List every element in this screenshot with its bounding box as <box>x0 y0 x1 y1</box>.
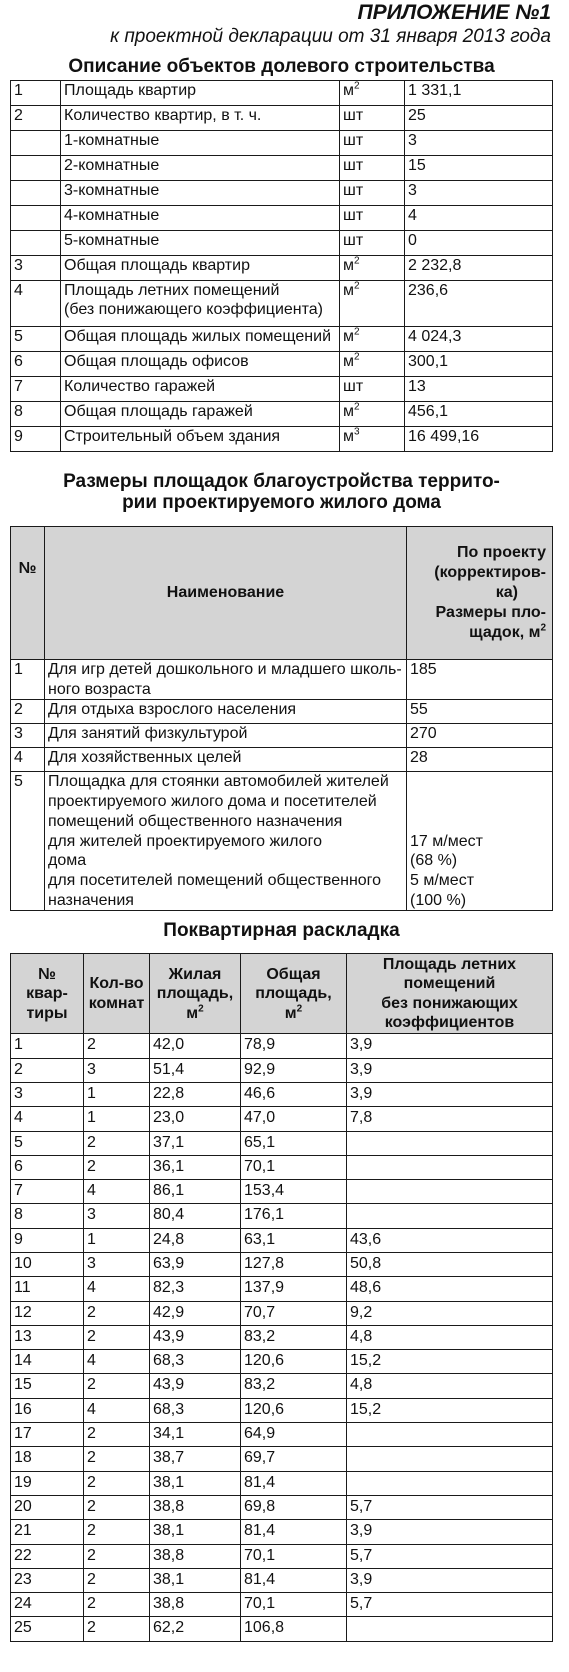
apartment-living-area: 38,8 <box>150 1495 241 1519</box>
apartment-row <box>11 1277 553 1301</box>
objects-unit-text: м <box>343 328 354 345</box>
objects-num: 2 <box>11 106 61 131</box>
apartment-total-area: 176,1 <box>241 1204 347 1228</box>
apartment-summer-area: 15,2 <box>347 1350 553 1374</box>
objects-unit <box>340 81 405 106</box>
apartment-living-area: 68,3 <box>150 1398 241 1422</box>
objects-value: 3 <box>405 181 553 206</box>
apartment-total-area: 81,4 <box>241 1471 347 1495</box>
apartment-summer-area: 50,8 <box>347 1253 553 1277</box>
apartment-rooms: 2 <box>84 1374 150 1398</box>
apartment-row <box>11 1423 553 1447</box>
appendix-title: ПРИЛОЖЕНИЕ №1 <box>357 1 551 24</box>
objects-name: 5-комнатные <box>61 231 340 256</box>
declaration-subtitle: к проектной декларации от 31 января 2013 года <box>110 26 551 47</box>
objects-unit-sup: 2 <box>354 80 360 92</box>
objects-name: Площадь квартир <box>61 81 340 106</box>
objects-row <box>11 377 553 402</box>
apartment-row <box>11 1082 553 1106</box>
apartment-summer-area: 7,8 <box>347 1107 553 1131</box>
apartment-living-area: 24,8 <box>150 1228 241 1252</box>
apartment-living-area: 80,4 <box>150 1204 241 1228</box>
apartment-rooms: 2 <box>84 1423 150 1447</box>
objects-name: 3-комнатные <box>61 181 340 206</box>
apartment-apt-num: 23 <box>11 1568 84 1592</box>
apartment-apt-num: 21 <box>11 1520 84 1544</box>
apartment-living-area: 42,9 <box>150 1301 241 1325</box>
apartment-living-area: 51,4 <box>150 1058 241 1082</box>
objects-row <box>11 256 553 281</box>
apartment-rooms: 2 <box>84 1617 150 1641</box>
objects-num: 8 <box>11 402 61 427</box>
objects-num <box>11 181 61 206</box>
sites-value: 55 <box>407 700 553 724</box>
objects-unit-text: шт <box>343 378 364 395</box>
apartment-living-area: 38,1 <box>150 1520 241 1544</box>
objects-num: 9 <box>11 427 61 452</box>
apartment-total-area: 63,1 <box>241 1228 347 1252</box>
objects-name: Строительный объем здания <box>61 427 340 452</box>
apartment-living-area: 23,0 <box>150 1107 241 1131</box>
objects-value: 4 <box>405 206 553 231</box>
apartment-apt-num: 19 <box>11 1471 84 1495</box>
sites-num: 5 <box>11 772 45 911</box>
apartment-summer-area: 5,7 <box>347 1593 553 1617</box>
apartment-total-area: 46,6 <box>241 1082 347 1106</box>
apartment-total-area: 153,4 <box>241 1180 347 1204</box>
apartment-rooms: 2 <box>84 1301 150 1325</box>
objects-unit-text: шт <box>343 182 364 199</box>
apartment-rooms: 4 <box>84 1277 150 1301</box>
sites-num: 1 <box>11 660 45 700</box>
apartment-apt-num: 16 <box>11 1398 84 1422</box>
apartment-apt-num: 2 <box>11 1058 84 1082</box>
sites-name: Для занятий физкультурой <box>45 724 407 748</box>
apartments-header-apt: № квар- тиры <box>11 954 84 1034</box>
apartment-rooms: 2 <box>84 1034 150 1058</box>
apartment-row <box>11 1228 553 1252</box>
sites-header-row <box>11 527 553 660</box>
apartments-table <box>10 953 553 1641</box>
apartment-total-area: 137,9 <box>241 1277 347 1301</box>
apartment-summer-area <box>347 1180 553 1204</box>
apartment-living-area: 38,8 <box>150 1593 241 1617</box>
apartment-apt-num: 3 <box>11 1082 84 1106</box>
apartment-rooms: 2 <box>84 1520 150 1544</box>
objects-unit-text: шт <box>343 232 364 249</box>
objects-unit <box>340 231 405 256</box>
apartment-summer-area <box>347 1131 553 1155</box>
apartment-row <box>11 1495 553 1519</box>
apartment-apt-num: 14 <box>11 1350 84 1374</box>
objects-row <box>11 206 553 231</box>
objects-value: 13 <box>405 377 553 402</box>
apartment-row <box>11 1155 553 1179</box>
objects-num <box>11 206 61 231</box>
apartment-rooms: 2 <box>84 1544 150 1568</box>
objects-value: 300,1 <box>405 352 553 377</box>
apartment-apt-num: 17 <box>11 1423 84 1447</box>
apartment-summer-area <box>347 1617 553 1641</box>
objects-row <box>11 131 553 156</box>
apartment-living-area: 82,3 <box>150 1277 241 1301</box>
apartment-rooms: 1 <box>84 1082 150 1106</box>
objects-name: Количество гаражей <box>61 377 340 402</box>
apartment-total-area: 65,1 <box>241 1131 347 1155</box>
apartments-header-rooms: Кол-во комнат <box>84 954 150 1034</box>
apartment-living-area: 38,1 <box>150 1568 241 1592</box>
sites-row <box>11 660 553 700</box>
apartment-living-area: 86,1 <box>150 1180 241 1204</box>
apartment-rooms: 3 <box>84 1253 150 1277</box>
objects-row <box>11 106 553 131</box>
apartment-row <box>11 1350 553 1374</box>
sites-header-project-l3: ка) <box>495 584 518 601</box>
objects-unit-text: м <box>343 282 354 299</box>
apartment-total-area: 70,1 <box>241 1544 347 1568</box>
apartment-living-area: 36,1 <box>150 1155 241 1179</box>
objects-num <box>11 156 61 181</box>
apartment-apt-num: 15 <box>11 1374 84 1398</box>
objects-unit-sup: 2 <box>354 326 360 338</box>
apartment-row <box>11 1204 553 1228</box>
sites-value: 270 <box>407 724 553 748</box>
apartment-rooms: 2 <box>84 1325 150 1349</box>
apartment-row <box>11 1544 553 1568</box>
apartment-row <box>11 1180 553 1204</box>
apartment-total-area: 92,9 <box>241 1058 347 1082</box>
apartment-summer-area: 9,2 <box>347 1301 553 1325</box>
apartment-summer-area: 15,2 <box>347 1398 553 1422</box>
objects-value: 4 024,3 <box>405 327 553 352</box>
apartment-rooms: 3 <box>84 1204 150 1228</box>
sites-header-project-l1: По проекту <box>457 544 546 561</box>
apartment-total-area: 78,9 <box>241 1034 347 1058</box>
objects-value: 456,1 <box>405 402 553 427</box>
apartment-summer-area <box>347 1471 553 1495</box>
objects-row <box>11 81 553 106</box>
apartment-summer-area <box>347 1155 553 1179</box>
apartment-summer-area: 3,9 <box>347 1520 553 1544</box>
sites-value: 185 <box>407 660 553 700</box>
apartment-rooms: 4 <box>84 1180 150 1204</box>
sites-value: 28 <box>407 748 553 772</box>
objects-unit-text: м <box>343 428 354 445</box>
apartment-living-area: 38,1 <box>150 1471 241 1495</box>
objects-num <box>11 131 61 156</box>
apartment-total-area: 69,8 <box>241 1495 347 1519</box>
apartment-summer-area: 3,9 <box>347 1058 553 1082</box>
sites-row <box>11 724 553 748</box>
objects-name: Общая площадь жилых помещений <box>61 327 340 352</box>
objects-unit <box>340 427 405 452</box>
apartment-summer-area <box>347 1423 553 1447</box>
objects-name: Общая площадь гаражей <box>61 402 340 427</box>
apartment-apt-num: 18 <box>11 1447 84 1471</box>
apartment-row <box>11 1568 553 1592</box>
objects-unit-sup: 3 <box>354 426 360 438</box>
apartment-living-area: 37,1 <box>150 1131 241 1155</box>
apartment-summer-area: 3,9 <box>347 1082 553 1106</box>
apartment-rooms: 4 <box>84 1350 150 1374</box>
objects-row <box>11 352 553 377</box>
objects-num: 3 <box>11 256 61 281</box>
apartment-total-area: 81,4 <box>241 1520 347 1544</box>
apartment-total-area: 64,9 <box>241 1423 347 1447</box>
apartments-header-row <box>11 954 553 1034</box>
sites-name: Для хозяйственных целей <box>45 748 407 772</box>
apartment-summer-area: 48,6 <box>347 1277 553 1301</box>
objects-num: 6 <box>11 352 61 377</box>
section1-title: Описание объектов долевого строительства <box>68 56 495 77</box>
objects-num: 4 <box>11 281 61 327</box>
apartment-apt-num: 8 <box>11 1204 84 1228</box>
section3-title: Поквартирная раскладка <box>163 920 400 942</box>
apartments-header-living: Жилая площадь, $м^2$ <box>150 954 241 1034</box>
apartment-living-area: 42,0 <box>150 1034 241 1058</box>
objects-value: 2 232,8 <box>405 256 553 281</box>
objects-unit <box>340 402 405 427</box>
apartment-apt-num: 1 <box>11 1034 84 1058</box>
apartment-total-area: 47,0 <box>241 1107 347 1131</box>
objects-num: 5 <box>11 327 61 352</box>
sites-row <box>11 772 553 911</box>
objects-name: Площадь летних помещений (без понижающего коэффициента) <box>61 281 340 327</box>
objects-name: Общая площадь квартир <box>61 256 340 281</box>
apartment-apt-num: 4 <box>11 1107 84 1131</box>
objects-value: 0 <box>405 231 553 256</box>
apartment-row <box>11 1058 553 1082</box>
apartment-apt-num: 24 <box>11 1593 84 1617</box>
apartment-total-area: 69,7 <box>241 1447 347 1471</box>
apartment-living-area: 43,9 <box>150 1325 241 1349</box>
objects-unit-text: шт <box>343 107 364 124</box>
apartment-row <box>11 1447 553 1471</box>
objects-name: 4-комнатные <box>61 206 340 231</box>
objects-unit-text: м <box>343 353 354 370</box>
objects-unit-text: м <box>343 257 354 274</box>
objects-unit-text: м <box>343 82 354 99</box>
apartment-summer-area: 4,8 <box>347 1325 553 1349</box>
apartment-living-area: 38,8 <box>150 1544 241 1568</box>
sites-num: 2 <box>11 700 45 724</box>
objects-num: 1 <box>11 81 61 106</box>
objects-unit-text: шт <box>343 207 364 224</box>
objects-name: 2-комнатные <box>61 156 340 181</box>
apartment-living-area: 38,7 <box>150 1447 241 1471</box>
sites-header-name: Наименование <box>45 527 407 660</box>
apartment-row <box>11 1301 553 1325</box>
apartment-row <box>11 1398 553 1422</box>
objects-row <box>11 181 553 206</box>
objects-row <box>11 281 553 327</box>
apartment-apt-num: 20 <box>11 1495 84 1519</box>
objects-unit-sup: 2 <box>354 401 360 413</box>
apartment-rooms: 1 <box>84 1228 150 1252</box>
objects-name: Количество квартир, в т. ч. <box>61 106 340 131</box>
objects-unit-sup: 2 <box>354 351 360 363</box>
apartment-row <box>11 1471 553 1495</box>
apartment-total-area: 120,6 <box>241 1398 347 1422</box>
objects-value: 1 331,1 <box>405 81 553 106</box>
apartment-total-area: 70,1 <box>241 1155 347 1179</box>
apartment-row <box>11 1374 553 1398</box>
apartment-rooms: 1 <box>84 1107 150 1131</box>
objects-unit <box>340 327 405 352</box>
objects-row <box>11 156 553 181</box>
apartment-summer-area <box>347 1204 553 1228</box>
objects-unit <box>340 377 405 402</box>
apartment-apt-num: 5 <box>11 1131 84 1155</box>
apartment-apt-num: 11 <box>11 1277 84 1301</box>
apartment-living-area: 22,8 <box>150 1082 241 1106</box>
apartment-summer-area <box>347 1447 553 1471</box>
objects-value: 3 <box>405 131 553 156</box>
objects-unit-text: м <box>343 403 354 420</box>
objects-name: 1-комнатные <box>61 131 340 156</box>
sites-header-project-l4: Размеры пло- <box>435 604 546 621</box>
apartment-total-area: 70,7 <box>241 1301 347 1325</box>
objects-unit <box>340 156 405 181</box>
objects-value: 16 499,16 <box>405 427 553 452</box>
objects-unit <box>340 106 405 131</box>
objects-unit <box>340 181 405 206</box>
objects-row <box>11 402 553 427</box>
apartment-living-area: 34,1 <box>150 1423 241 1447</box>
apartment-row <box>11 1520 553 1544</box>
apartment-rooms: 2 <box>84 1131 150 1155</box>
apartment-summer-area: 3,9 <box>347 1034 553 1058</box>
apartment-row <box>11 1253 553 1277</box>
objects-value: 25 <box>405 106 553 131</box>
apartment-living-area: 43,9 <box>150 1374 241 1398</box>
apartment-rooms: 2 <box>84 1568 150 1592</box>
apartment-living-area: 62,2 <box>150 1617 241 1641</box>
objects-num <box>11 231 61 256</box>
apartment-apt-num: 6 <box>11 1155 84 1179</box>
apartment-apt-num: 9 <box>11 1228 84 1252</box>
apartments-header-summer: Площадь летних помещений без понижающих коэффициентов <box>347 954 553 1034</box>
apartment-apt-num: 12 <box>11 1301 84 1325</box>
sites-header-project <box>407 527 553 660</box>
sites-num: 3 <box>11 724 45 748</box>
apartment-apt-num: 10 <box>11 1253 84 1277</box>
objects-value: 15 <box>405 156 553 181</box>
sites-header-project-l5: щадок, м <box>469 624 541 641</box>
sites-header-project-l2: (корректиров- <box>434 564 546 581</box>
apartment-summer-area: 3,9 <box>347 1568 553 1592</box>
objects-num: 7 <box>11 377 61 402</box>
apartments-header-total: Общая площадь, $м^2$ <box>241 954 347 1034</box>
sites-name: Для отдыха взрослого населения <box>45 700 407 724</box>
sites-table <box>10 526 553 911</box>
apartment-summer-area: 43,6 <box>347 1228 553 1252</box>
objects-row <box>11 327 553 352</box>
sites-header-num: № <box>11 527 45 660</box>
objects-unit <box>340 206 405 231</box>
apartment-apt-num: 13 <box>11 1325 84 1349</box>
objects-unit-sup: 2 <box>354 255 360 267</box>
apartment-rooms: 2 <box>84 1495 150 1519</box>
sites-row <box>11 700 553 724</box>
sites-name: Площадка для стоянки автомобилей жителей проектируемого жилого дома и посетителей помещений общественного назначения для жителей проектируемого жилого дома для посетителей помещений общественного назначения <box>45 772 407 911</box>
objects-name: Общая площадь офисов <box>61 352 340 377</box>
objects-unit <box>340 352 405 377</box>
apartment-living-area: 68,3 <box>150 1350 241 1374</box>
apartment-row <box>11 1617 553 1641</box>
objects-unit-text: шт <box>343 157 364 174</box>
objects-unit-sup: 2 <box>354 280 360 292</box>
apartment-total-area: 106,8 <box>241 1617 347 1641</box>
apartment-summer-area: 5,7 <box>347 1495 553 1519</box>
apartment-living-area: 63,9 <box>150 1253 241 1277</box>
objects-unit <box>340 131 405 156</box>
apartment-rooms: 4 <box>84 1398 150 1422</box>
apartment-total-area: 70,1 <box>241 1593 347 1617</box>
apartment-apt-num: 7 <box>11 1180 84 1204</box>
apartment-rooms: 2 <box>84 1447 150 1471</box>
sites-value: 17 м/мест (68 %) 5 м/мест (100 %) <box>407 772 553 911</box>
section2-title-line1: Размеры площадок благоустройства террито- <box>63 471 500 492</box>
objects-unit-text: шт <box>343 132 364 149</box>
objects-table <box>10 80 553 452</box>
apartment-summer-area: 4,8 <box>347 1374 553 1398</box>
sites-row <box>11 748 553 772</box>
apartment-rooms: 2 <box>84 1471 150 1495</box>
apartment-summer-area: 5,7 <box>347 1544 553 1568</box>
apartment-row <box>11 1593 553 1617</box>
sites-num: 4 <box>11 748 45 772</box>
apartment-row <box>11 1107 553 1131</box>
objects-row <box>11 231 553 256</box>
apartment-row <box>11 1131 553 1155</box>
apartment-rooms: 2 <box>84 1593 150 1617</box>
objects-value: 236,6 <box>405 281 553 327</box>
apartment-total-area: 81,4 <box>241 1568 347 1592</box>
apartment-row <box>11 1034 553 1058</box>
apartment-total-area: 127,8 <box>241 1253 347 1277</box>
section2-title-line2: рии проектируемого жилого дома <box>122 492 441 513</box>
apartment-row <box>11 1325 553 1349</box>
objects-unit <box>340 256 405 281</box>
apartment-apt-num: 22 <box>11 1544 84 1568</box>
objects-row <box>11 427 553 452</box>
apartment-rooms: 3 <box>84 1058 150 1082</box>
apartment-rooms: 2 <box>84 1155 150 1179</box>
apartment-apt-num: 25 <box>11 1617 84 1641</box>
apartment-total-area: 83,2 <box>241 1325 347 1349</box>
sites-name: Для игр детей дошкольного и младшего школь- ного возраста <box>45 660 407 700</box>
apartment-total-area: 120,6 <box>241 1350 347 1374</box>
objects-unit <box>340 281 405 327</box>
apartment-total-area: 83,2 <box>241 1374 347 1398</box>
sites-header-project-sup: 2 <box>540 622 546 634</box>
